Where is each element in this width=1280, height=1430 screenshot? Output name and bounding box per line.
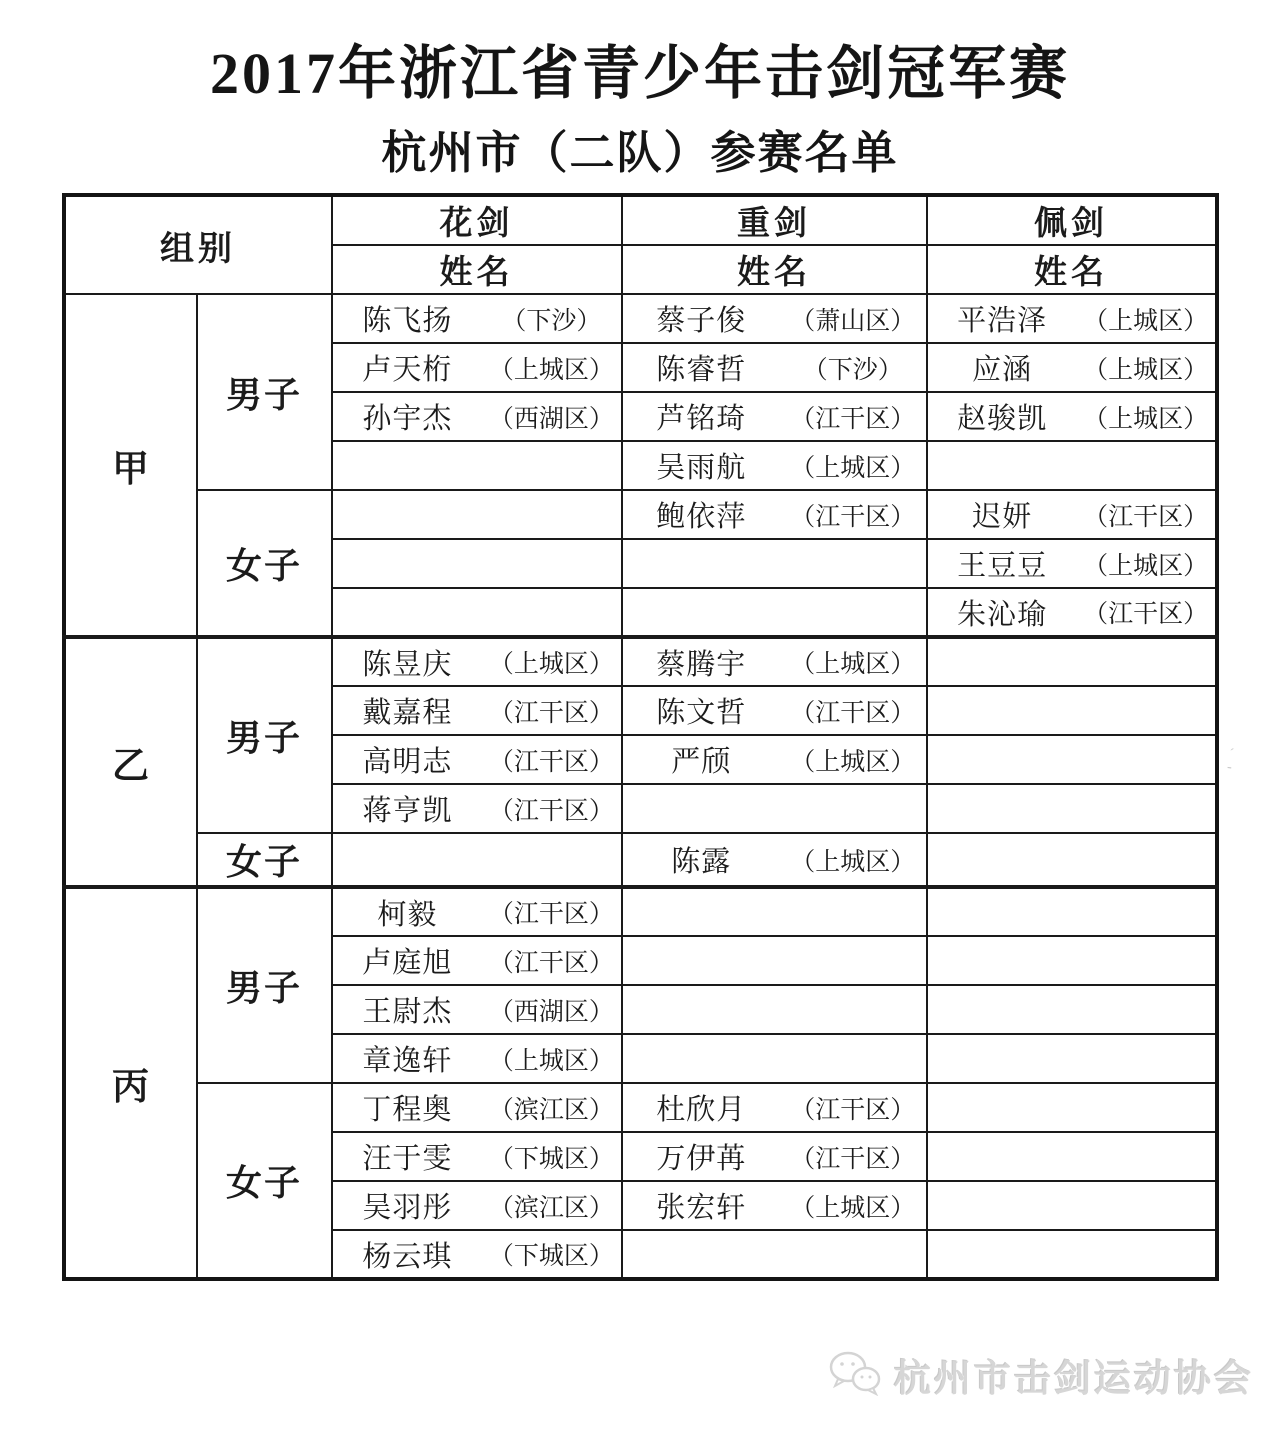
player-district: （上城区） — [488, 651, 614, 678]
player-cell — [332, 1181, 622, 1230]
player-district: （上城区） — [790, 454, 916, 482]
player-district: （上城区） — [1083, 552, 1209, 580]
player-cell — [332, 936, 622, 985]
player-cell-empty — [622, 784, 927, 833]
gender-label-bing-female: 女子 — [197, 1083, 332, 1279]
player-cell-empty — [332, 539, 622, 588]
player-name: 迟妍 — [972, 501, 1033, 533]
weapon-header-foil: 花剑 — [332, 195, 622, 245]
player-district: （萧山区） — [790, 307, 916, 335]
player-district: （江干区） — [790, 503, 916, 531]
player-district: （江干区） — [488, 797, 614, 825]
player-cell — [332, 1034, 622, 1083]
player-district: （下沙） — [501, 307, 602, 335]
player-district: （上城区） — [488, 356, 614, 384]
player-cell — [622, 392, 927, 441]
player-district: （江干区） — [488, 699, 614, 727]
player-cell — [622, 1181, 927, 1230]
player-cell-empty — [927, 1034, 1217, 1083]
player-name: 杨云琪 — [362, 1240, 453, 1273]
player-cell-empty — [927, 1230, 1217, 1279]
player-cell-empty — [927, 1083, 1217, 1132]
player-district: （上城区） — [790, 1194, 916, 1222]
player-name: 蔡腾宇 — [656, 648, 747, 681]
player-cell — [622, 637, 927, 686]
player-cell-empty — [622, 936, 927, 985]
player-cell-empty — [927, 936, 1217, 985]
player-name: 芦铭琦 — [656, 403, 747, 435]
player-cell — [622, 833, 927, 887]
player-district: （上城区） — [1083, 307, 1209, 335]
gender-label-jia-female: 女子 — [197, 490, 332, 637]
group-column-header: 组别 — [64, 195, 332, 294]
player-name: 章逸轩 — [362, 1045, 453, 1077]
player-cell-empty — [622, 539, 927, 588]
player-name: 平浩泽 — [957, 305, 1048, 337]
player-name: 蒋亨凯 — [362, 795, 453, 827]
association-watermark — [828, 1348, 1254, 1402]
player-name: 陈文哲 — [656, 697, 747, 729]
player-cell-empty — [927, 735, 1217, 784]
weapon-header-epee: 重剑 — [622, 195, 927, 245]
player-cell — [622, 343, 927, 392]
player-cell — [332, 1132, 622, 1181]
player-name: 蔡子俊 — [656, 305, 747, 337]
player-cell — [927, 588, 1217, 637]
player-cell-empty — [927, 833, 1217, 887]
name-header-epee: 姓名 — [622, 245, 927, 294]
player-name: 王豆豆 — [957, 550, 1048, 582]
player-name: 陈昱庆 — [362, 648, 453, 681]
player-name: 严颀 — [671, 746, 732, 778]
player-cell — [332, 686, 622, 735]
player-cell — [622, 294, 927, 343]
player-cell-empty — [927, 784, 1217, 833]
player-name: 汪于雯 — [362, 1143, 453, 1175]
player-cell-empty — [332, 588, 622, 637]
player-district: （上城区） — [1083, 405, 1209, 433]
player-district: （下城区） — [488, 1243, 614, 1270]
player-cell — [622, 441, 927, 490]
player-name: 吴雨航 — [656, 452, 747, 484]
player-district: （滨江区） — [488, 1096, 614, 1124]
page-title: 2017年浙江省青少年击剑冠军赛 — [209, 41, 1070, 106]
player-cell-empty — [927, 1181, 1217, 1230]
player-district: （上城区） — [488, 1047, 614, 1075]
player-cell — [332, 294, 622, 343]
player-name: 陈露 — [671, 846, 732, 878]
gender-label-jia-male: 男子 — [197, 294, 332, 490]
player-cell — [332, 735, 622, 784]
player-district: （上城区） — [790, 748, 916, 776]
player-cell — [332, 887, 622, 936]
player-cell — [332, 343, 622, 392]
player-name: 孙宇杰 — [362, 403, 453, 435]
player-name: 张宏轩 — [656, 1192, 747, 1224]
player-name: 王尉杰 — [362, 996, 453, 1028]
group-label-yi: 乙 — [64, 637, 197, 887]
player-cell — [622, 1132, 927, 1181]
player-district: （上城区） — [790, 651, 916, 678]
player-cell — [927, 294, 1217, 343]
player-name: 朱沁瑜 — [957, 598, 1048, 631]
name-header-foil: 姓名 — [332, 245, 622, 294]
player-district: （江干区） — [790, 405, 916, 433]
player-name: 万伊苒 — [656, 1143, 747, 1175]
player-cell-empty — [332, 490, 622, 539]
player-district: （上城区） — [1083, 356, 1209, 384]
player-district: （下沙） — [802, 356, 903, 384]
player-cell — [927, 343, 1217, 392]
player-cell — [927, 392, 1217, 441]
player-cell — [332, 1230, 622, 1279]
player-district: （西湖区） — [488, 998, 614, 1026]
gender-label-bing-male: 男子 — [197, 887, 332, 1083]
player-cell-empty — [622, 588, 927, 637]
player-district: （江干区） — [488, 949, 614, 977]
player-cell — [622, 490, 927, 539]
player-cell — [622, 1083, 927, 1132]
player-district: （江干区） — [1083, 503, 1209, 531]
player-cell-empty — [622, 1230, 927, 1279]
player-district: （江干区） — [790, 1096, 916, 1124]
player-name: 吴羽彤 — [362, 1192, 453, 1224]
player-cell — [622, 735, 927, 784]
player-cell-empty — [622, 887, 927, 936]
gender-label-yi-male: 男子 — [197, 637, 332, 833]
player-cell-empty — [927, 637, 1217, 686]
scan-artifact: ˊ - — [1226, 746, 1235, 776]
player-cell — [332, 392, 622, 441]
player-cell-empty — [332, 441, 622, 490]
player-name: 应涵 — [972, 354, 1033, 386]
association-name: 杭州市击剑运动协会 — [894, 1358, 1254, 1399]
name-header-sabre: 姓名 — [927, 245, 1217, 294]
group-label-bing: 丙 — [64, 887, 197, 1279]
player-name: 戴嘉程 — [362, 697, 453, 729]
player-name: 鲍依萍 — [656, 501, 747, 533]
player-cell-empty — [332, 833, 622, 887]
player-cell-empty — [622, 1034, 927, 1083]
player-district: （江干区） — [790, 1145, 916, 1173]
player-name: 卢庭旭 — [362, 947, 453, 979]
player-name: 柯毅 — [377, 898, 438, 931]
group-label-jia: 甲 — [64, 294, 197, 637]
player-cell — [332, 985, 622, 1034]
player-cell-empty — [927, 985, 1217, 1034]
player-cell — [332, 784, 622, 833]
player-name: 卢天桁 — [362, 354, 453, 386]
player-district: （江干区） — [488, 748, 614, 776]
player-name: 杜欣月 — [656, 1094, 747, 1126]
gender-label-yi-female: 女子 — [197, 833, 332, 887]
player-name: 丁程奥 — [362, 1094, 453, 1126]
weapon-header-sabre: 佩剑 — [927, 195, 1217, 245]
player-cell-empty — [927, 887, 1217, 936]
player-name: 陈飞扬 — [362, 305, 453, 337]
player-district: （江干区） — [790, 699, 916, 727]
page-subtitle: 杭州市（二队）参赛名单 — [381, 128, 899, 178]
player-cell — [622, 686, 927, 735]
player-name: 赵骏凯 — [957, 403, 1048, 435]
player-district: （下城区） — [488, 1145, 614, 1173]
player-district: （上城区） — [790, 848, 916, 876]
player-district: （西湖区） — [488, 405, 614, 433]
player-district: （江干区） — [488, 901, 614, 928]
player-cell-empty — [927, 686, 1217, 735]
player-district: （滨江区） — [488, 1194, 614, 1222]
player-district: （江干区） — [1083, 601, 1209, 628]
roster-table — [62, 193, 1219, 1281]
player-cell-empty — [622, 985, 927, 1034]
player-cell — [332, 1083, 622, 1132]
player-cell-empty — [927, 441, 1217, 490]
player-cell — [927, 539, 1217, 588]
wechat-logo-icon — [828, 1350, 882, 1401]
player-cell — [332, 637, 622, 686]
player-cell — [927, 490, 1217, 539]
player-name: 陈睿哲 — [656, 354, 747, 386]
player-cell-empty — [927, 1132, 1217, 1181]
player-name: 高明志 — [362, 746, 453, 778]
